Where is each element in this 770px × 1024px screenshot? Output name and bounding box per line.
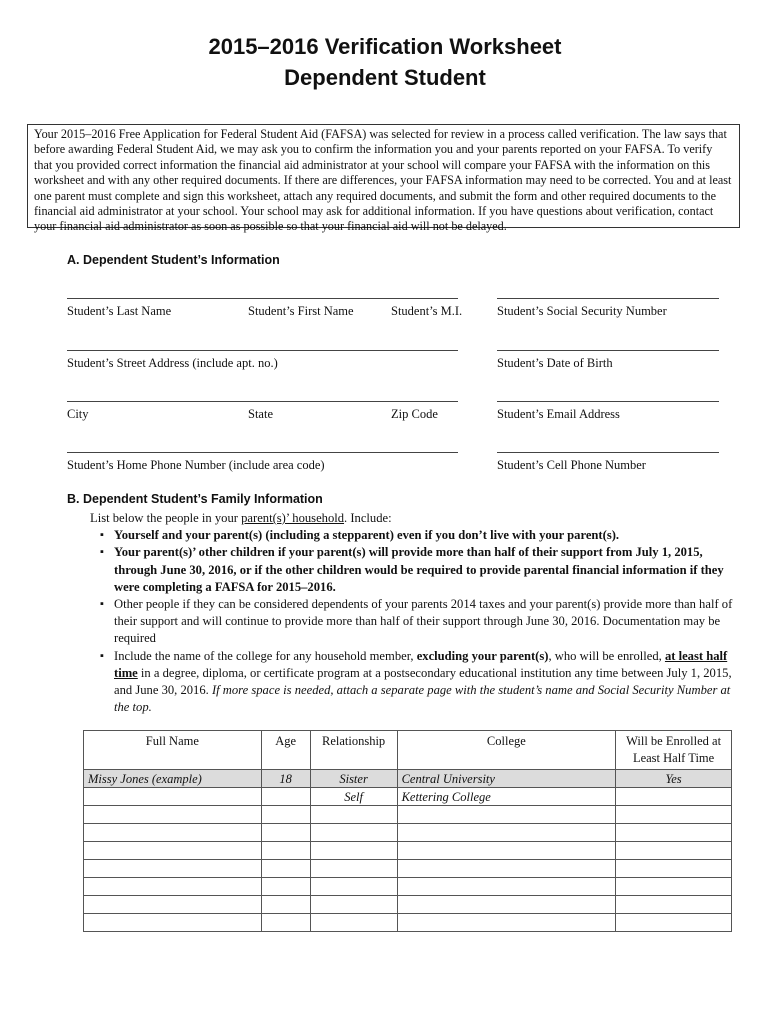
col-full-name: Full Name: [84, 731, 262, 770]
table-cell[interactable]: [310, 860, 397, 878]
family-intro-text: List below the people in your: [90, 511, 242, 525]
table-cell[interactable]: [84, 842, 262, 860]
cell-phone-label: Student’s Cell Phone Number: [497, 458, 646, 472]
bullet4-text: Include the name of the college for any household member,: [114, 648, 417, 663]
ssn-line[interactable]: [497, 298, 719, 299]
table-cell[interactable]: [616, 914, 732, 932]
list-item: ▪ Your parent(s)’ other children if your parent(s) will provide more than half of their support from July 1, 2015, through June 30, 2016, or if the other children would be required to provide parental financial information if they were completing a FAFSA for 2015–2016.: [114, 544, 740, 596]
bullet4-italic: If more space is needed, attach a separate page with the student’s name and Social Security Number at the top.: [114, 683, 731, 715]
table-header-row: [84, 731, 732, 770]
zip-label: Zip Code: [391, 407, 438, 421]
table-row: [84, 896, 732, 914]
state-label: State: [248, 407, 273, 421]
home-phone-line[interactable]: [67, 452, 458, 453]
table-cell[interactable]: [261, 788, 310, 806]
table-cell: Missy Jones (example): [84, 770, 262, 788]
table-cell[interactable]: [261, 860, 310, 878]
cell-phone-line[interactable]: [497, 452, 719, 453]
col-age: Age: [261, 731, 310, 770]
col-college: College: [397, 731, 616, 770]
example-row: [84, 770, 732, 788]
table-cell[interactable]: [616, 824, 732, 842]
table-cell[interactable]: [616, 860, 732, 878]
table-cell[interactable]: [616, 842, 732, 860]
family-intro-suffix: . Include:: [344, 511, 392, 525]
table-row: [84, 914, 732, 932]
home-phone-label: Student’s Home Phone Number (include area code): [67, 458, 325, 472]
table-cell[interactable]: [261, 842, 310, 860]
email-label: Student’s Email Address: [497, 407, 620, 421]
bullet4-text-3: in a degree, diploma, or certificate program at a postsecondary educational institution any time between July 1, 2015, and June 30, 2016.: [114, 665, 732, 698]
dob-line[interactable]: [497, 350, 719, 351]
table-cell[interactable]: [261, 806, 310, 824]
title-line-2: Dependent Student: [284, 65, 486, 90]
mi-label: Student’s M.I.: [391, 304, 463, 318]
table-cell[interactable]: [397, 806, 616, 824]
table-cell[interactable]: [397, 914, 616, 932]
table-cell[interactable]: [310, 842, 397, 860]
table-cell[interactable]: [84, 806, 262, 824]
bullet4-text-2: , who will be enrolled,: [548, 648, 665, 663]
title-line-1: 2015–2016 Verification Worksheet: [208, 34, 562, 59]
list-item: [114, 648, 740, 717]
table-cell[interactable]: [261, 824, 310, 842]
street-label: Student’s Street Address (include apt. no.): [67, 356, 278, 370]
last-name-label: Student’s Last Name: [67, 304, 172, 318]
name-line[interactable]: [67, 298, 458, 299]
table-body: [84, 770, 732, 932]
street-line[interactable]: [67, 350, 458, 351]
table-cell[interactable]: [310, 824, 397, 842]
ssn-label: Student’s Social Security Number: [497, 304, 667, 318]
table-cell[interactable]: [261, 896, 310, 914]
city-state-zip-line[interactable]: [67, 401, 458, 402]
table-cell[interactable]: [261, 914, 310, 932]
table-cell[interactable]: [84, 914, 262, 932]
intro-box: Your 2015–2016 Free Application for Federal Student Aid (FAFSA) was selected for review in a process called verification. The law says that before awarding Federal Student Aid, we may ask you to confirm the information you and your parents reported on your FAFSA. To verify that you provided correct information the financial aid administrator at your school will compare your FAFSA with the information on this worksheet and with any other required documents. If there are differences, your FAFSA information may need to be corrected. You and at least one parent must complete and sign this worksheet, attach any required documents, and submit the form and other required documents to the financial aid administrator at your school. Your school may ask for additional information. If you have questions about verification, contact your financial aid administrator as soon as possible so that your financial aid will not be delayed.: [27, 124, 740, 228]
include-list: [90, 527, 740, 716]
email-line[interactable]: [497, 401, 719, 402]
table-cell[interactable]: [84, 824, 262, 842]
table-cell[interactable]: [397, 860, 616, 878]
table-cell[interactable]: [616, 788, 732, 806]
table-row: [84, 878, 732, 896]
table-cell[interactable]: Self: [310, 788, 397, 806]
table-row: [84, 824, 732, 842]
city-label: City: [67, 407, 89, 421]
table-cell[interactable]: [397, 824, 616, 842]
list-item: ▪ Other people if they can be considered dependents of your parents 2014 taxes and your parent(s) provide more than half of their support and will continue to provide more than half of their support through June 30, 2016. Documentation may be required: [114, 596, 740, 648]
table-cell[interactable]: [616, 878, 732, 896]
household-term: parent(s)’ household: [241, 511, 345, 525]
table-cell[interactable]: [84, 878, 262, 896]
table-cell: 18: [261, 770, 310, 788]
table-row: [84, 860, 732, 878]
table-row: [84, 842, 732, 860]
table-cell[interactable]: [310, 914, 397, 932]
table-cell[interactable]: [397, 878, 616, 896]
list-item: ▪ Yourself and your parent(s) (including a stepparent) even if you don’t live with your parent(s).: [114, 527, 740, 544]
bullet4-underline: at least half time: [114, 648, 728, 680]
first-name-label: Student’s First Name: [248, 304, 354, 318]
table-cell[interactable]: [84, 788, 262, 806]
table-cell[interactable]: [310, 896, 397, 914]
table-row: [84, 806, 732, 824]
table-cell[interactable]: [310, 878, 397, 896]
table-cell[interactable]: Kettering College: [397, 788, 616, 806]
dob-label: Student’s Date of Birth: [497, 356, 613, 370]
section-b-heading: B. Dependent Student’s Family Information: [67, 492, 323, 506]
table-cell[interactable]: [84, 896, 262, 914]
col-relationship: Relationship: [310, 731, 397, 770]
section-a-heading: A. Dependent Student’s Information: [67, 253, 280, 267]
table-row: [84, 788, 732, 806]
bullet4-bold: excluding your parent(s): [416, 648, 549, 663]
table-cell: Central University: [397, 770, 616, 788]
family-table: [83, 730, 732, 932]
table-cell[interactable]: [261, 878, 310, 896]
col-enrolled: Will be Enrolled at Least Half Time: [616, 731, 732, 770]
table-cell[interactable]: [84, 860, 262, 878]
table-cell[interactable]: [616, 896, 732, 914]
table-cell: Sister: [310, 770, 397, 788]
table-cell[interactable]: [616, 806, 732, 824]
table-cell: Yes: [616, 770, 732, 788]
family-instructions: [90, 510, 740, 716]
table-cell[interactable]: [310, 806, 397, 824]
table-cell[interactable]: [397, 896, 616, 914]
table-cell[interactable]: [397, 842, 616, 860]
family-intro: [90, 510, 740, 527]
